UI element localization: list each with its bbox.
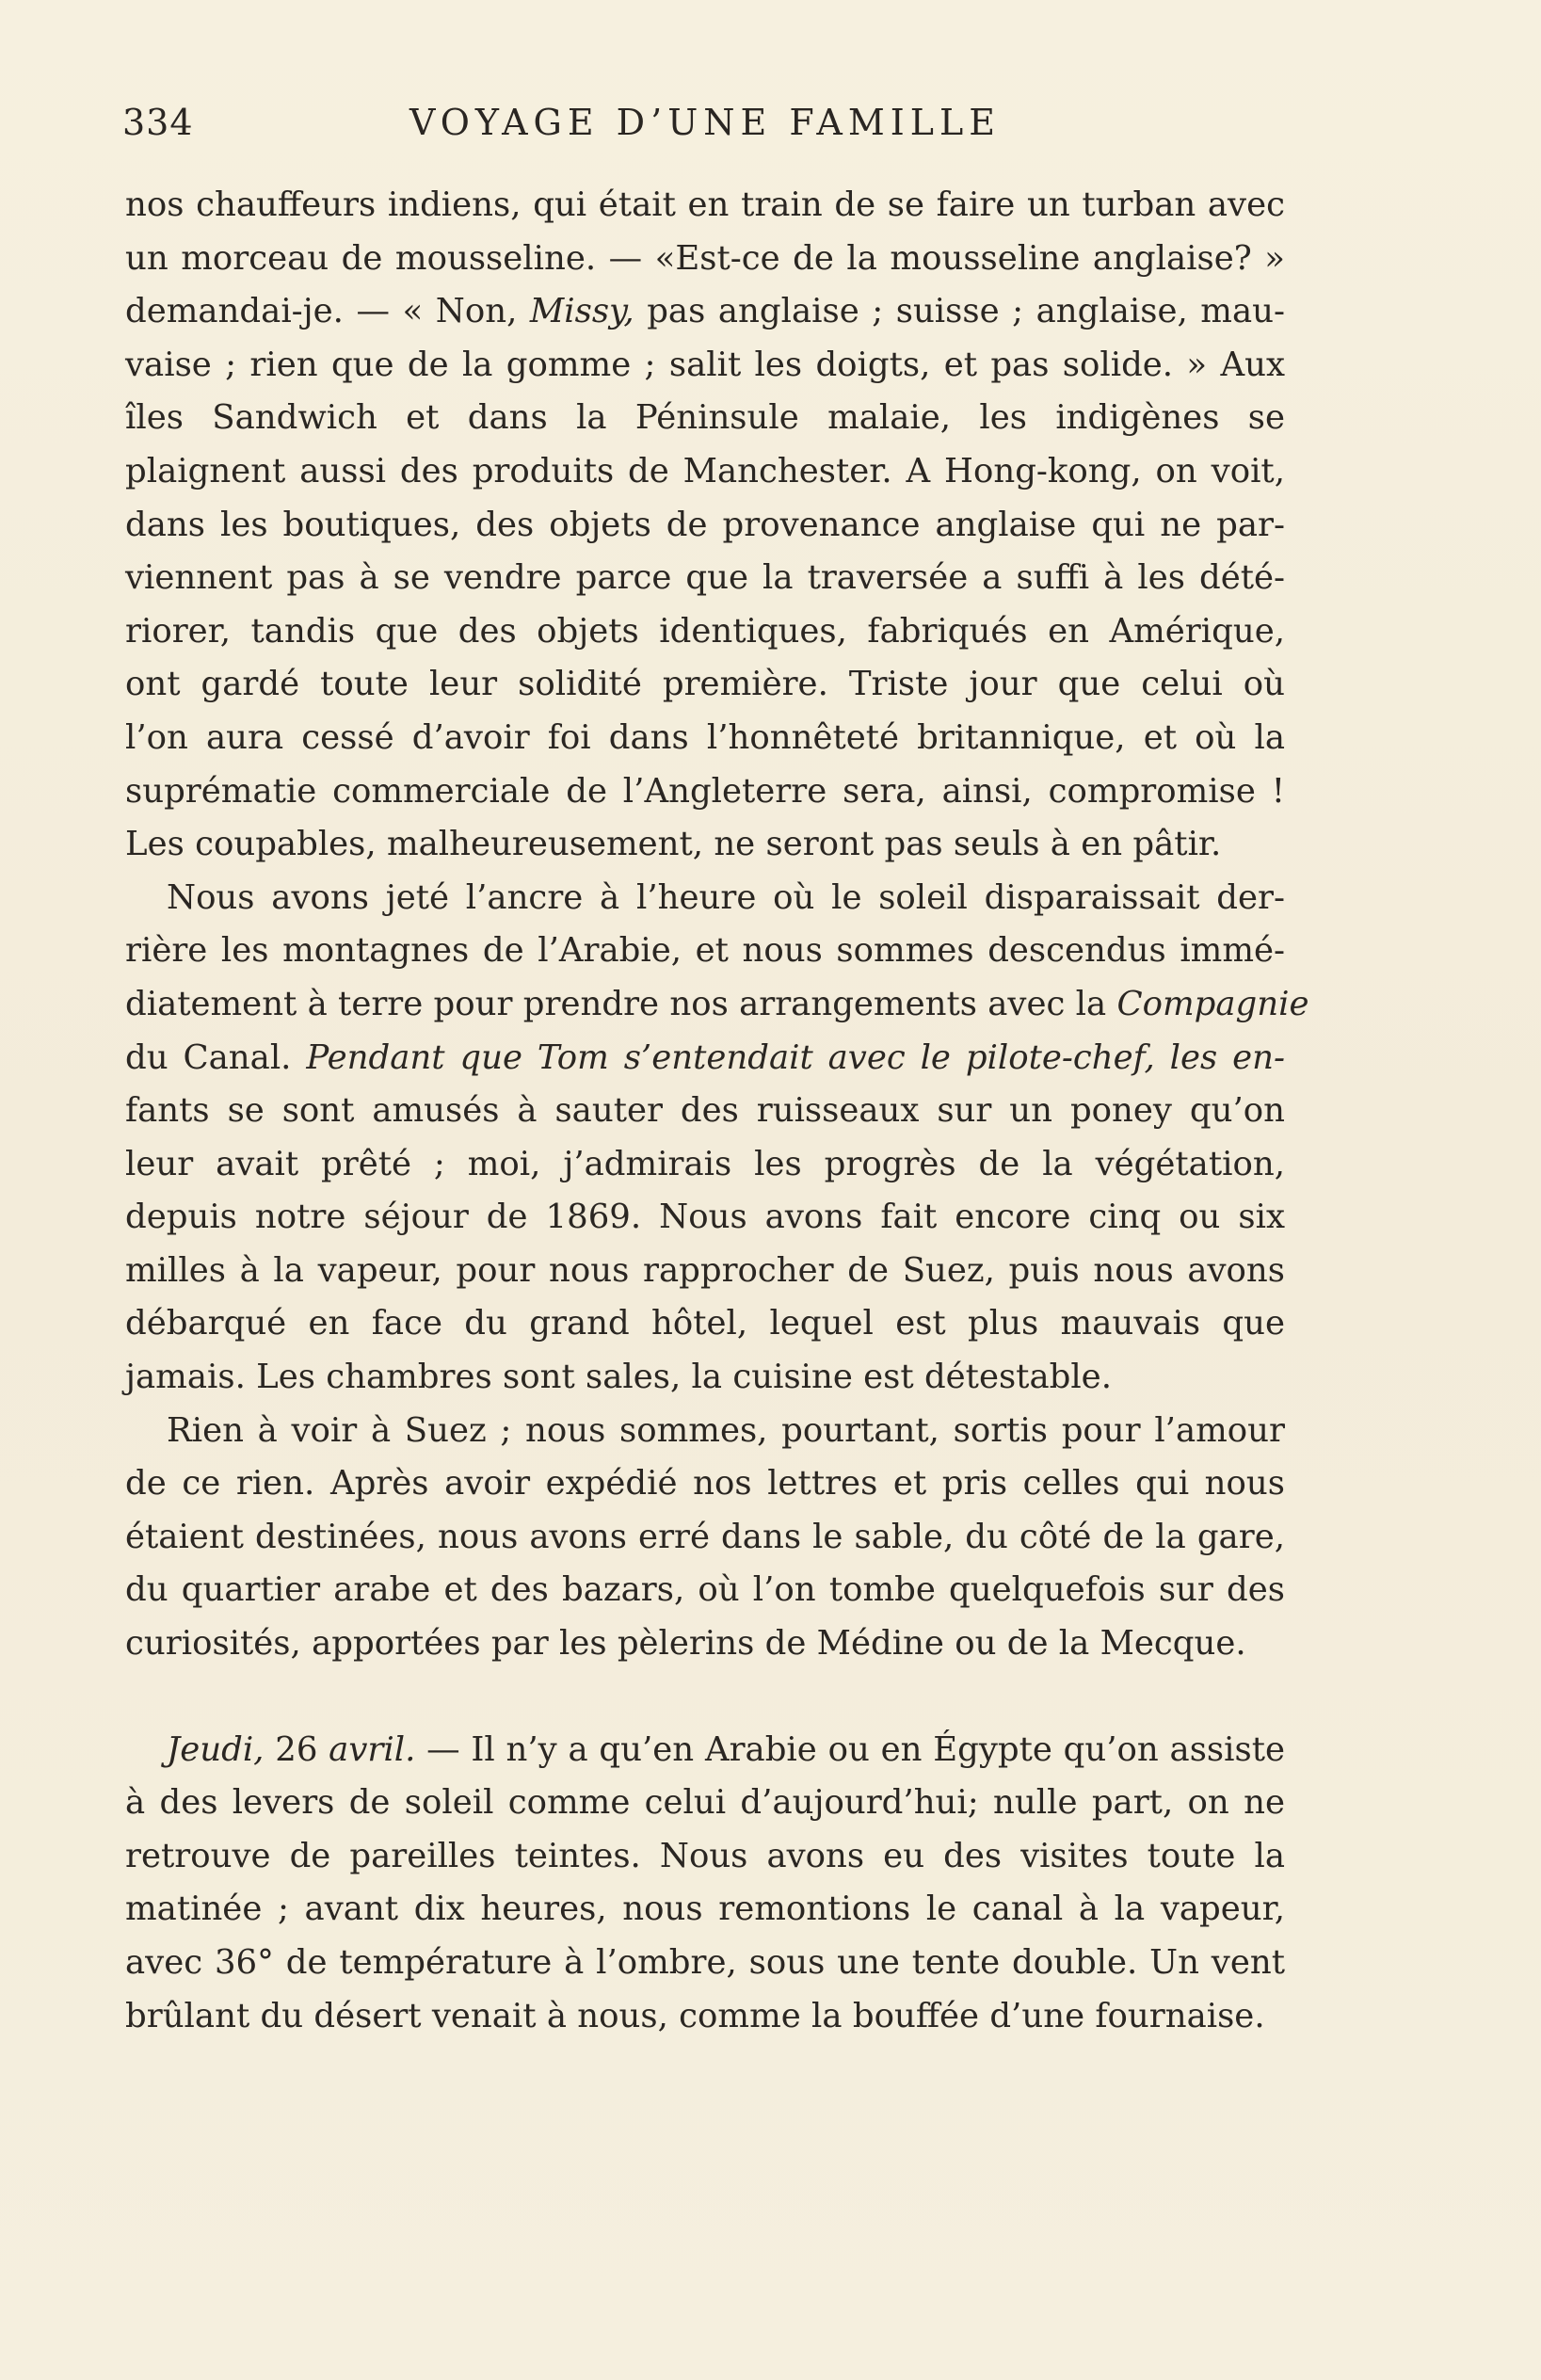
text-line: retrouve de pareilles teintes. Nous avons eu des visites toute la	[125, 1836, 1285, 1875]
text-line: dans les boutiques, des objets de provenance anglaise qui ne par-	[125, 505, 1285, 544]
text-line: étaient destinées, nous avons erré dans le sable, du côté de la gare,	[125, 1517, 1285, 1556]
text-line: l’on aura cessé d’avoir foi dans l’honnêteté britannique, et où la	[125, 717, 1285, 757]
text-line: avec 36° de température à l’ombre, sous une tente double. Un vent	[125, 1943, 1285, 1982]
running-title: VOYAGE D’UNE FAMILLE	[409, 102, 1001, 143]
paragraph	[125, 1405, 1285, 1671]
text-line: depuis notre séjour de 1869. Nous avons fait encore cinq ou six	[125, 1198, 1285, 1237]
text-line: milles à la vapeur, pour nous rapprocher de Suez, puis nous avons	[125, 1250, 1285, 1290]
text-line: nos chauffeurs indiens, qui était en train de se faire un turban avec	[125, 185, 1285, 224]
paragraph	[125, 872, 1309, 1405]
text-line: rière les montagnes de l’Arabie, et nous sommes descendus immé-	[125, 931, 1285, 971]
text-line: de ce rien. Après avoir expédié nos lettres et pris celles qui nous	[125, 1464, 1285, 1504]
text-line: suprématie commerciale de l’Angleterre sera, ainsi, compromise !	[125, 771, 1285, 811]
text-line: un morceau de mousseline. — «Est-ce de la mousseline anglaise? »	[125, 238, 1285, 278]
text-line: à des levers de soleil comme celui d’aujourd’hui; nulle part, on ne	[125, 1783, 1285, 1823]
page-number: 334	[122, 102, 194, 143]
text-line: Les coupables, malheureusement, ne seront pas seuls à en pâtir.	[125, 825, 1222, 864]
text-line: brûlant du désert venait à nous, comme la bouffée d’une fournaise.	[125, 1996, 1265, 2035]
text-line: matinée ; avant dix heures, nous remontions le canal à la vapeur,	[125, 1890, 1285, 1929]
body-text	[125, 179, 1309, 2043]
text-line: îles Sandwich et dans la Péninsule malaie, les indigènes se	[125, 398, 1285, 438]
paragraph	[125, 1724, 1285, 2044]
text-line: fants se sont amusés à sauter des ruisseaux sur un poney qu’on	[125, 1091, 1285, 1131]
text-line: jamais. Les chambres sont sales, la cuisine est détestable.	[125, 1358, 1112, 1397]
text-line: curiosités, apportées par les pèlerins de Médine ou de la Mecque.	[125, 1624, 1246, 1664]
text-line: débarqué en face du grand hôtel, lequel est plus mauvais que	[125, 1304, 1285, 1343]
text-line: viennent pas à se vendre parce que la traversée a suffi à les dété-	[125, 558, 1285, 598]
text-line: ont gardé toute leur solidité première. Triste jour que celui où	[125, 665, 1285, 704]
text-line: Jeudi, 26 avril. — Il n’y a qu’en Arabie ou en Égypte qu’on assiste	[167, 1729, 1285, 1769]
paragraph	[125, 179, 1285, 872]
running-head	[122, 102, 1280, 149]
text-line: leur avait prêté ; moi, j’admirais les progrès de la végétation,	[125, 1144, 1285, 1183]
text-line: diatement à terre pour prendre nos arrangements avec la Compagnie	[125, 984, 1309, 1023]
text-line: du Canal. Pendant que Tom s’entendait avec le pilote-chef, les en-	[125, 1037, 1285, 1077]
text-line: Rien à voir à Suez ; nous sommes, pourtant, sortis pour l’amour	[167, 1410, 1285, 1450]
text-line: du quartier arabe et des bazars, où l’on tombe quelquefois sur des	[125, 1570, 1285, 1610]
text-line: riorer, tandis que des objets identiques, fabriqués en Amérique,	[125, 611, 1285, 651]
text-line: demandai-je. — « Non, Missy, pas anglaise ; suisse ; anglaise, mau-	[125, 292, 1285, 331]
text-line: plaignent aussi des produits de Manchester. A Hong-kong, on voit,	[125, 451, 1285, 490]
section-gap	[125, 1671, 1285, 1724]
text-line: Nous avons jeté l’ancre à l’heure où le soleil disparaissait der-	[167, 877, 1285, 917]
text-line: vaise ; rien que de la gomme ; salit les doigts, et pas solide. » Aux	[125, 345, 1285, 384]
